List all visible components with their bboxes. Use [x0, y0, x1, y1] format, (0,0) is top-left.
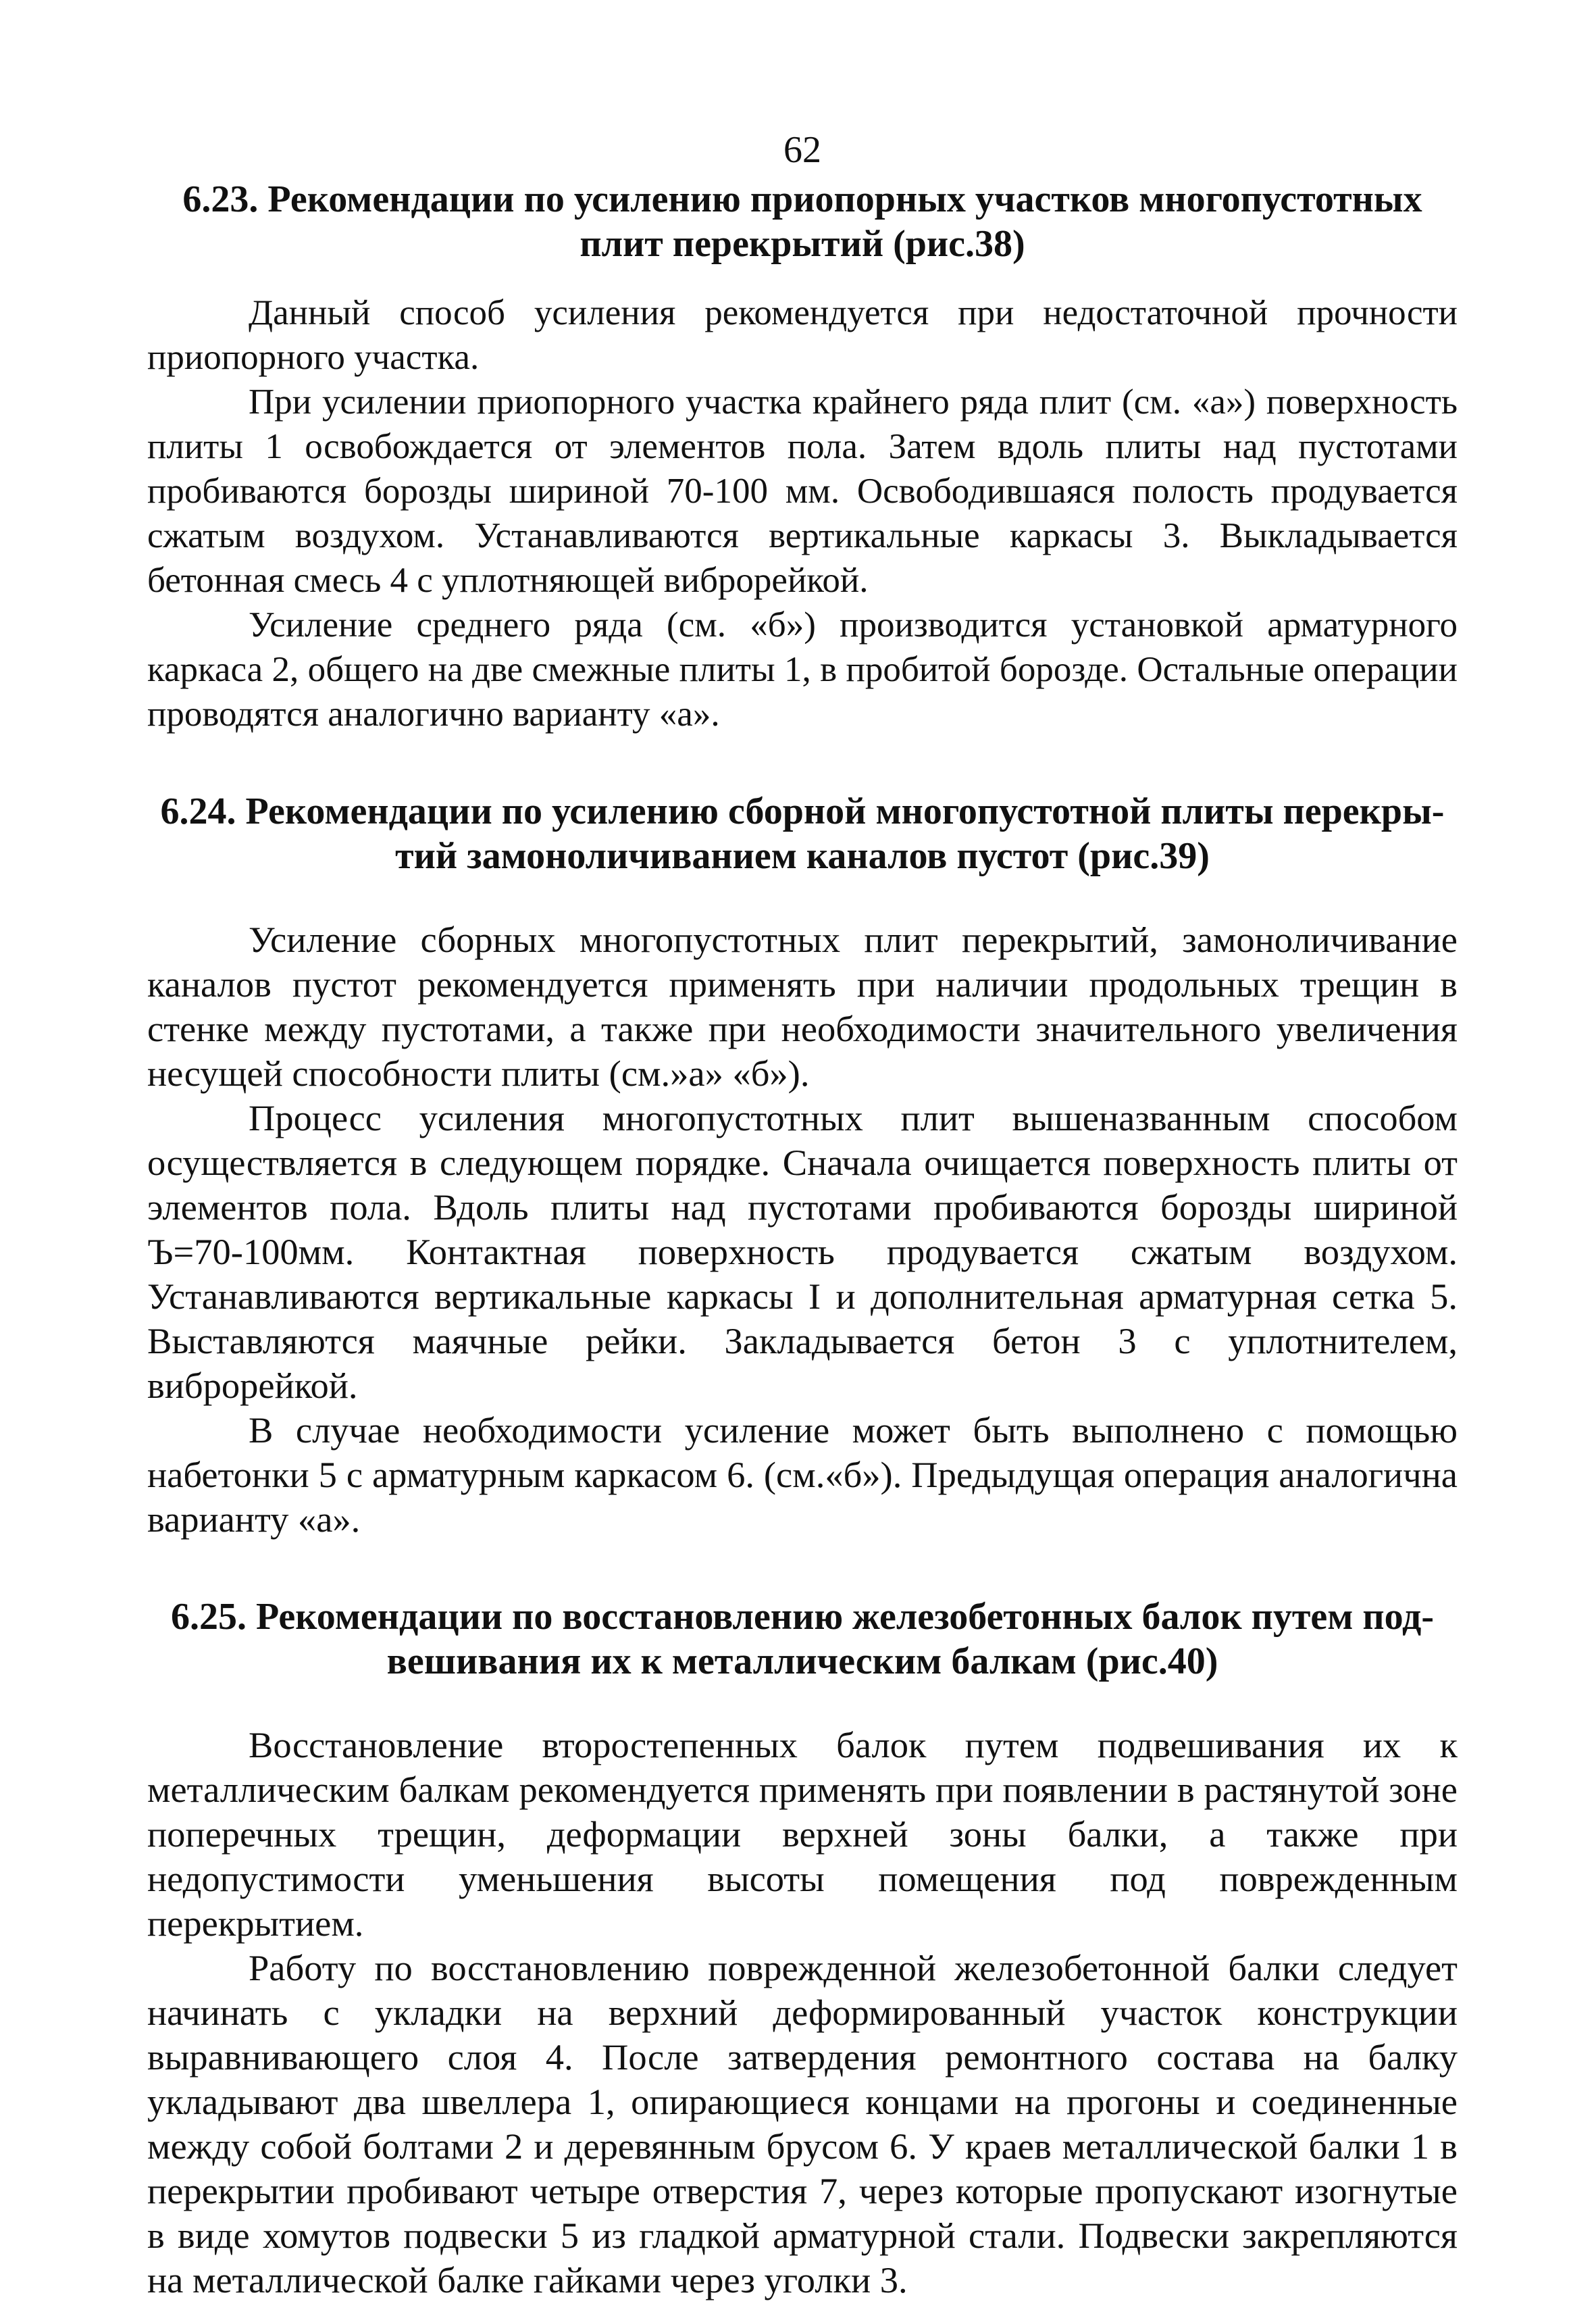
paragraph: Работу по восстановлению поврежденной железобетонной балки следует начинать с укладки на верхний деформированный участок конструкции выравнивающего слоя 4. После затвердения ремонтного состава на балку укладывают два швеллера 1, опирающиеся концами на прогоны и соединенные между собой болтами 2 и деревянным брусом 6. У краев металлической балки 1 в перекрытии пробивают четыре отверстия 7, через которые пропускают изогнутые в виде хомутов подвески 5 из гладкой арматурной стали. Подвески закрепляются на металлической балке гайками через уголки 3.: [147, 1947, 1458, 2300]
paragraph: При усилении приопорного участка крайнего ряда плит (см. «а») поверхность плиты 1 освобождается от элементов пола. Затем вдоль плиты над пустотами пробиваются борозды шириной 70-100 мм. Освободившаяся полость продувается сжатым воздухом. Устанавливаются вертикальные каркасы 3. Выкладывается бетонная смесь 4 с уплотняющей виброрейкой.: [147, 382, 1458, 600]
paragraph: В случае необходимости усиление может быть выполнено с помощью набетонки 5 с арматурным каркасом 6. (см.«б»). Предыдущая операция аналогична варианту «а».: [147, 1409, 1458, 1540]
document-page: [147, 128, 1458, 2303]
paragraph: Усиление среднего ряда (см. «б») производится установкой арматурного каркаса 2, общего на две смежные плиты 1, в пробитой борозде. Остальные операции проводятся аналогично варианту «а».: [147, 605, 1458, 734]
paragraph: Данный способ усиления рекомендуется при недостаточной прочности приопорного участка.: [147, 293, 1458, 377]
section-body: [147, 1723, 1458, 2303]
heading-line: плит перекрытий (рис.38): [580, 223, 1025, 265]
section-6-24: [147, 789, 1458, 1542]
section-body: [147, 917, 1458, 1542]
section-heading: [147, 177, 1458, 266]
section-6-23: [147, 177, 1458, 736]
paragraph: Усиление сборных многопустотных плит перекрытий, замоноличивание каналов пустот рекомендуется применять при наличии продольных трещин в стенке между пустотами, а также при необходимости значительного увеличения несущей способности плиты (см.»а» «б»).: [147, 919, 1458, 1094]
paragraph: Процесс усиления многопустотных плит вышеназванным способом осуществляется в следующем порядке. Сначала очищается поверхность плиты от элементов пола. Вдоль плиты над пустотами пробиваются борозды шириной Ъ=70-100мм. Контактная поверхность продувается сжатым воздухом. Устанавливаются вертикальные каркасы I и дополнительная арматурная сетка 5. Выставляются маячные рейки. Закладывается бетон 3 с уплотнителем, виброрейкой.: [147, 1097, 1458, 1406]
heading-line: 6.23. Рекомендации по усилению приопорных участков многопустотных: [182, 178, 1422, 220]
heading-line: вешивания их к металлическим балкам (рис.40): [386, 1640, 1218, 1682]
section-body: [147, 291, 1458, 736]
section-heading: [147, 1594, 1458, 1684]
page-number: 62: [783, 129, 821, 171]
section-6-25: [147, 1594, 1458, 2303]
section-heading: [147, 789, 1458, 878]
heading-line: 6.25. Рекомендации по восстановлению железобетонных балок путем под-: [170, 1596, 1435, 1638]
heading-line: 6.24. Рекомендации по усилению сборной многопустотной плиты перекры-: [160, 790, 1445, 832]
heading-line: тий замоноличиванием каналов пустот (рис.39): [395, 835, 1210, 877]
paragraph: Восстановление второстепенных балок путем подвешивания их к металлическим балкам рекомендуется применять при появлении в растянутой зоне поперечных трещин, деформации верхней зоны балки, а также при недопустимости уменьшения высоты помещения под поврежденным перекрытием.: [147, 1724, 1458, 1944]
